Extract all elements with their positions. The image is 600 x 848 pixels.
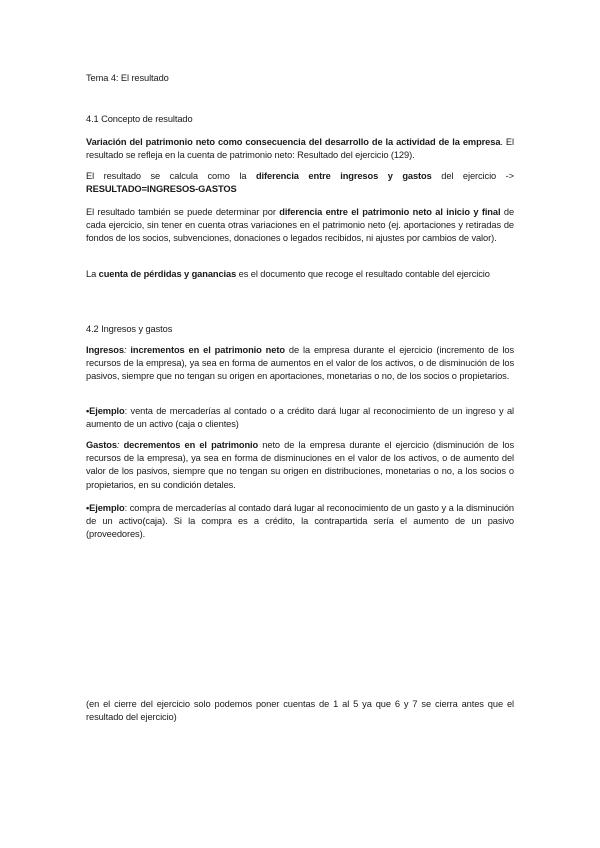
ingresos-colon: :	[123, 345, 131, 355]
ejemplo-text-1: : venta de mercaderías al contado o a crédito dará lugar al reconocimiento de un ingreso y al aumento de un activo (caja o clientes)	[86, 406, 514, 430]
patrimonio-text-1: El resultado también se puede determinar por	[86, 207, 280, 217]
section-heading-concepto: 4.1 Concepto de resultado	[86, 114, 193, 124]
paragraph-ejemplo-ingreso	[86, 405, 514, 431]
pyg-bold: cuenta de pérdidas y ganancias	[98, 269, 237, 279]
definition-bold: Variación del patrimonio neto como consecuencia del desarrollo de la actividad de la empresa	[86, 137, 501, 147]
calc-bold-1: diferencia entre ingresos y gastos	[255, 171, 432, 181]
pyg-text-2: es el documento que recoge el resultado contable del ejercicio	[236, 269, 490, 279]
gastos-bold: decrementos en el patrimonio	[123, 440, 259, 450]
paragraph-patrimonio	[86, 206, 514, 246]
paragraph-cuenta-pyg	[86, 268, 514, 281]
calc-text-1: El resultado se calcula como la	[86, 171, 256, 181]
ejemplo-label-2: •Ejemplo	[86, 503, 125, 513]
ejemplo-label-1: •Ejemplo	[86, 406, 125, 416]
calc-text-2: del ejercicio ->	[431, 171, 514, 181]
patrimonio-text-2: de cada ejercicio, sin tener en cuenta otras variaciones en el patrimonio neto (ej. aportaciones y retiradas de fondos de los socios, subvenciones, donaciones o legados recibidos, ni ajustes por cambios de valor).	[86, 207, 515, 244]
document-page	[86, 0, 514, 848]
paragraph-gastos	[86, 439, 514, 492]
closing-note: (en el cierre del ejercicio solo podemos poner cuentas de 1 al 5 ya que 6 y 7 se cierra antes que el resultado del ejercicio)	[86, 699, 514, 723]
paragraph-calculation	[86, 170, 514, 196]
gastos-text: neto de la empresa durante el ejercicio (disminución de los recursos de la empresa), ya sea en forma de disminuciones en el valor de los activos, o de aumento del valor de los pasivos, siempre que no tengan su origen en distribuciones, monetarias o no, a los socios o propietarios, en su condición detales.	[86, 440, 514, 490]
ingresos-text: de la empresa durante el ejercicio (incremento de los recursos de la empresa), ya sea en forma de aumentos en el valor de los activos, o de disminución de los pasivos, siempre que no tengan su origen en aportaciones, monetarias o no, de los socios o propietarios.	[86, 345, 514, 382]
pyg-text-1: La	[86, 269, 99, 279]
formula: RESULTADO=INGRESOS-GASTOS	[86, 184, 237, 195]
patrimonio-bold: diferencia entre el patrimonio neto al inicio y final	[279, 207, 501, 217]
ingresos-label: Ingresos	[86, 345, 124, 355]
paragraph-ingresos	[86, 344, 514, 384]
ejemplo-text-2: : compra de mercaderías al contado dará lugar al reconocimiento de un gasto y a la disminución de un activo(caja). Si la compra es a crédito, la contrapartida sería el aumento de un pasivo (proveedores).	[86, 503, 514, 540]
ingresos-bold: incrementos en el patrimonio neto	[130, 345, 285, 355]
document-title: Tema 4: El resultado	[86, 73, 169, 83]
paragraph-definition	[86, 136, 514, 162]
section-heading-ingresos-gastos: 4.2 Ingresos y gastos	[86, 324, 173, 334]
gastos-colon: :	[116, 440, 124, 450]
gastos-label: Gastos	[86, 440, 117, 450]
definition-text: . El resultado se refleja en la cuenta de patrimonio neto: Resultado del ejercicio (129).	[86, 137, 514, 161]
paragraph-ejemplo-gasto	[86, 502, 514, 542]
